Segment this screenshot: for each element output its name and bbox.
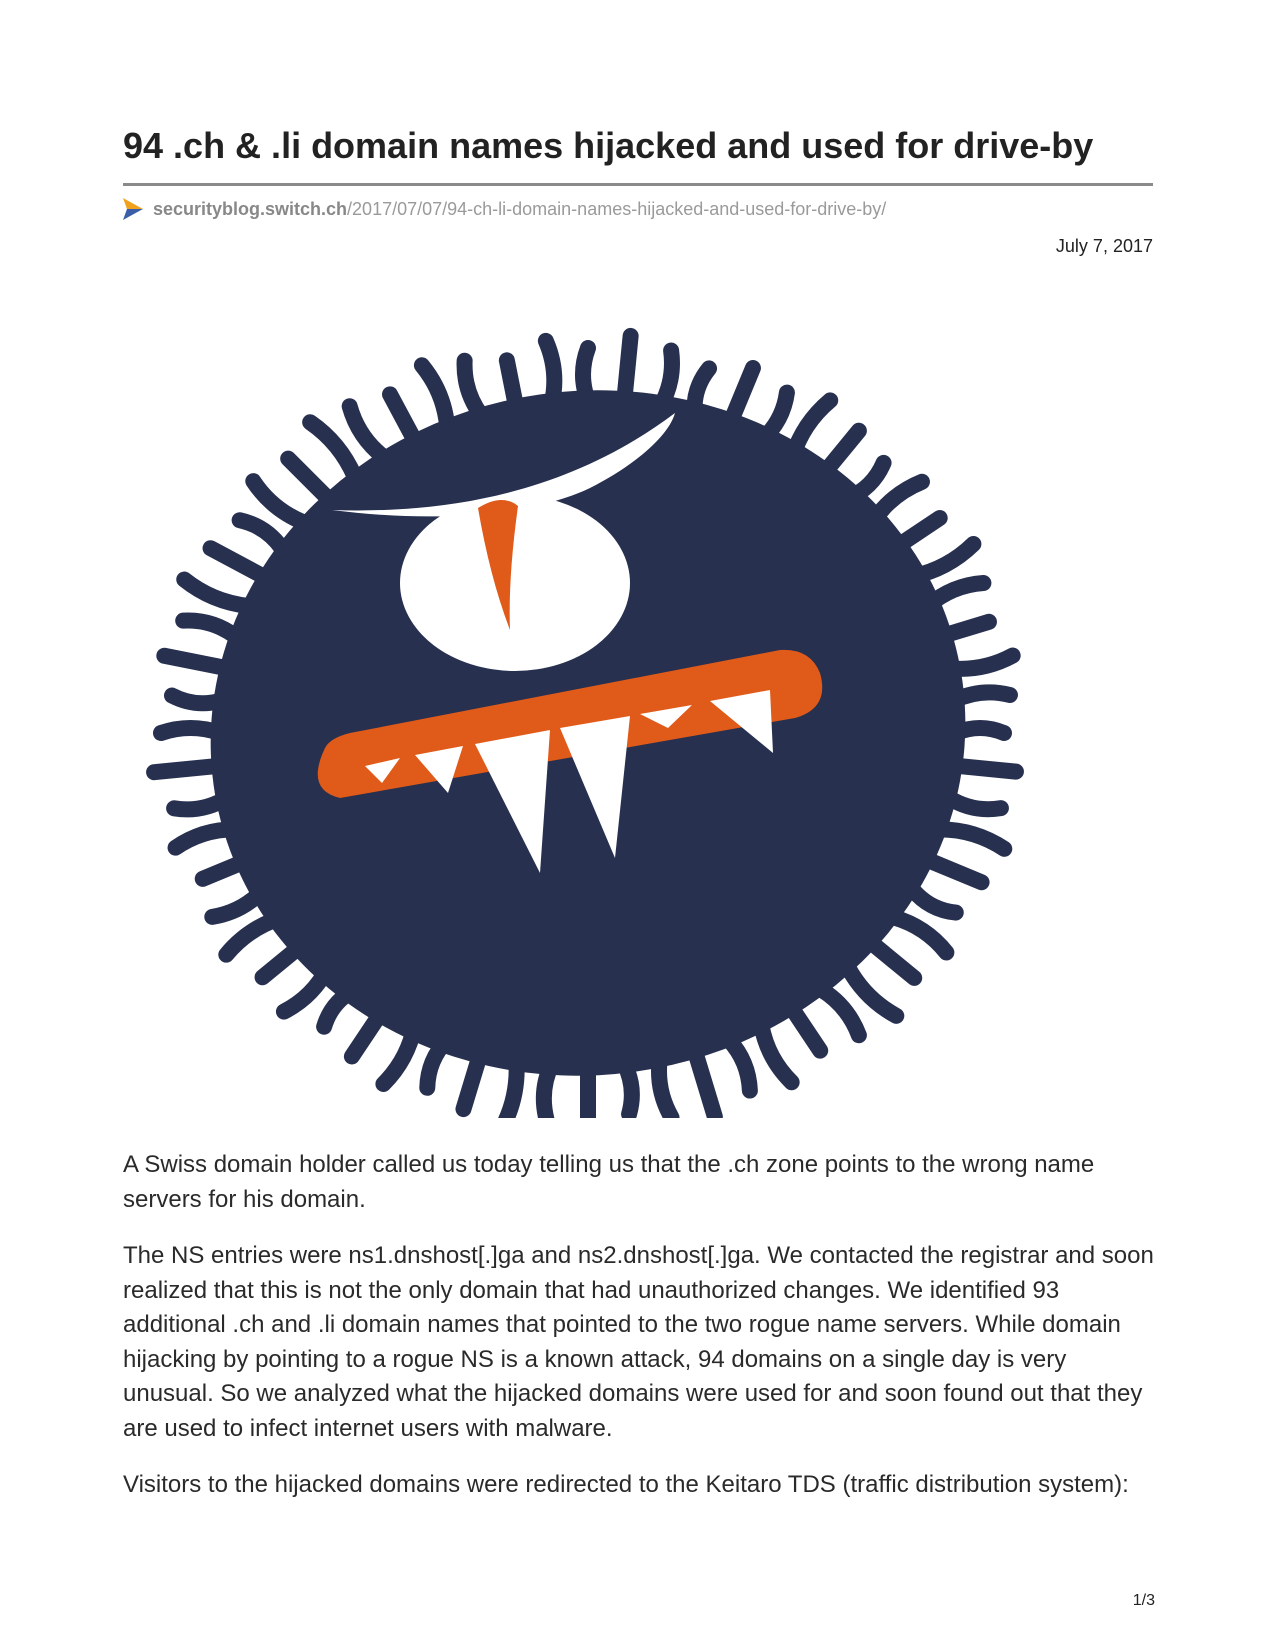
source-link[interactable] <box>123 196 886 222</box>
monster-spike <box>848 968 896 1016</box>
monster-spike <box>183 621 236 637</box>
chevron-right-icon <box>123 196 145 222</box>
paragraph: A Swiss domain holder called us today telling us that the .ch zone points to the wrong name servers for his domain. <box>123 1151 1095 1213</box>
paragraph: The NS entries were ns1.dnshost[.]ga and ns2.dnshost[.]ga. We contacted the registrar and soon realized that this is not the only domain that had unauthorized changes. We identified 93 additional .ch and .li domain names that pointed to the two rogue name servers. While domain hijacking by pointing to a rogue NS is a known attack, 94 domains on a single day is very unusual. So we analyzed what the hijacked domains were used for and soon found out that they are used to infect internet users with malware. <box>123 1242 1154 1442</box>
monster-spike <box>211 548 264 576</box>
monster-spike <box>695 1051 715 1117</box>
monster-spike <box>659 1059 672 1118</box>
monster-spike <box>872 944 914 978</box>
monster-icon <box>120 278 1070 1118</box>
paragraph: Visitors to the hijacked domains were redirected to the Keitaro TDS (traffic distribution system): <box>123 1471 1129 1498</box>
article-title: 94 .ch & .li domain names hijacked and used for drive-by <box>123 125 1094 166</box>
publish-date: July 7, 2017 <box>1055 236 1153 256</box>
source-path[interactable]: /2017/07/07/94-ch-li-domain-names-hijacked-and-used-for-drive-by/ <box>347 198 887 219</box>
monster-spike <box>164 656 227 668</box>
monster-spike <box>928 860 982 882</box>
monster-spike <box>913 890 956 913</box>
monster-spike <box>792 1009 820 1051</box>
page-number: 1/3 <box>1132 1592 1155 1609</box>
article-body <box>123 1148 1158 1525</box>
monster-spike <box>253 481 303 522</box>
source-host[interactable]: securityblog.switch.ch <box>153 198 348 219</box>
monster-spike <box>894 917 946 952</box>
monster-spike <box>288 459 328 499</box>
title-divider <box>123 183 1153 186</box>
monster-spike <box>940 829 1004 848</box>
monster-spike <box>240 520 282 548</box>
monster-spike <box>954 766 1016 772</box>
monster-spike <box>761 1026 791 1082</box>
monster-spike <box>350 406 384 457</box>
monster-spike <box>310 422 354 476</box>
monster-spike <box>390 394 415 440</box>
monster-spike <box>821 990 858 1036</box>
monster-spike <box>465 361 482 416</box>
monster-spike <box>949 798 1001 809</box>
monster-spike <box>422 365 447 426</box>
monster-spike <box>184 580 248 606</box>
monster-spike <box>729 1040 750 1091</box>
